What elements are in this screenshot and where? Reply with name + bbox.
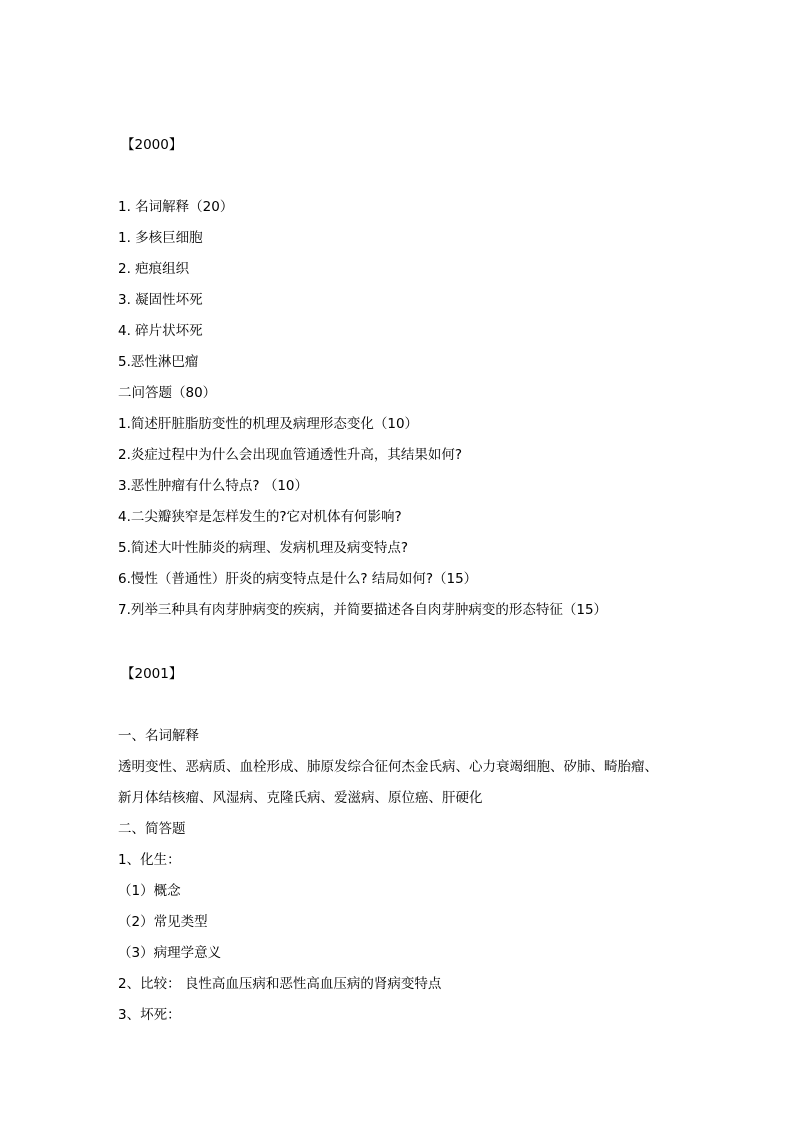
question-line: 3.恶性肿瘤有什么特点? （10） (118, 478, 309, 494)
question-line: 1、化生： (118, 852, 181, 868)
question-line: 透明变性、恶病质、血栓形成、肺原发综合征何杰金氏病、心力衰竭细胞、矽肺、畸胎瘤、 (118, 759, 658, 775)
question-line: 1. 名词解释（20） (118, 199, 234, 215)
question-line: 5.简述大叶性肺炎的病理、发病机理及病变特点? (118, 540, 409, 556)
question-line: 4. 碎片状坏死 (118, 323, 203, 339)
question-line: （3）病理学意义 (118, 945, 222, 961)
question-line: 7.列举三种具有肉芽肿病变的疾病，并简要描述各自肉芽肿病变的形态特征（15） (118, 602, 608, 618)
question-line: 2. 疤痕组织 (118, 261, 190, 277)
question-line: 3. 凝固性坏死 (118, 292, 203, 308)
question-line: 二、简答题 (118, 821, 186, 837)
question-line: （1）概念 (118, 883, 181, 899)
question-line: 1.简述肝脏脂肪变性的机理及病理形态变化（10） (118, 416, 419, 432)
question-line: 3、坏死： (118, 1007, 181, 1023)
question-line: 1. 多核巨细胞 (118, 230, 203, 246)
question-line: 2、比较： 良性高血压病和恶性高血压病的肾病变特点 (118, 976, 442, 992)
question-line: 二问答题（80） (118, 385, 217, 401)
section-year-heading: 【2000】 (121, 137, 183, 153)
question-line: 5.恶性淋巴瘤 (118, 354, 199, 370)
question-line: 4.二尖瓣狭窄是怎样发生的?它对机体有何影响? (118, 509, 402, 525)
section-year-heading: 【2001】 (121, 666, 183, 682)
question-line: 一、名词解释 (118, 728, 199, 744)
question-line: 新月体结核瘤、风湿病、克隆氏病、爱滋病、原位癌、肝硬化 (118, 790, 483, 806)
question-line: （2）常见类型 (118, 914, 208, 930)
question-line: 6.慢性（普通性）肝炎的病变特点是什么? 结局如何?（15） (118, 571, 478, 587)
question-line: 2.炎症过程中为什么会出现血管通透性升高，其结果如何? (118, 447, 463, 463)
